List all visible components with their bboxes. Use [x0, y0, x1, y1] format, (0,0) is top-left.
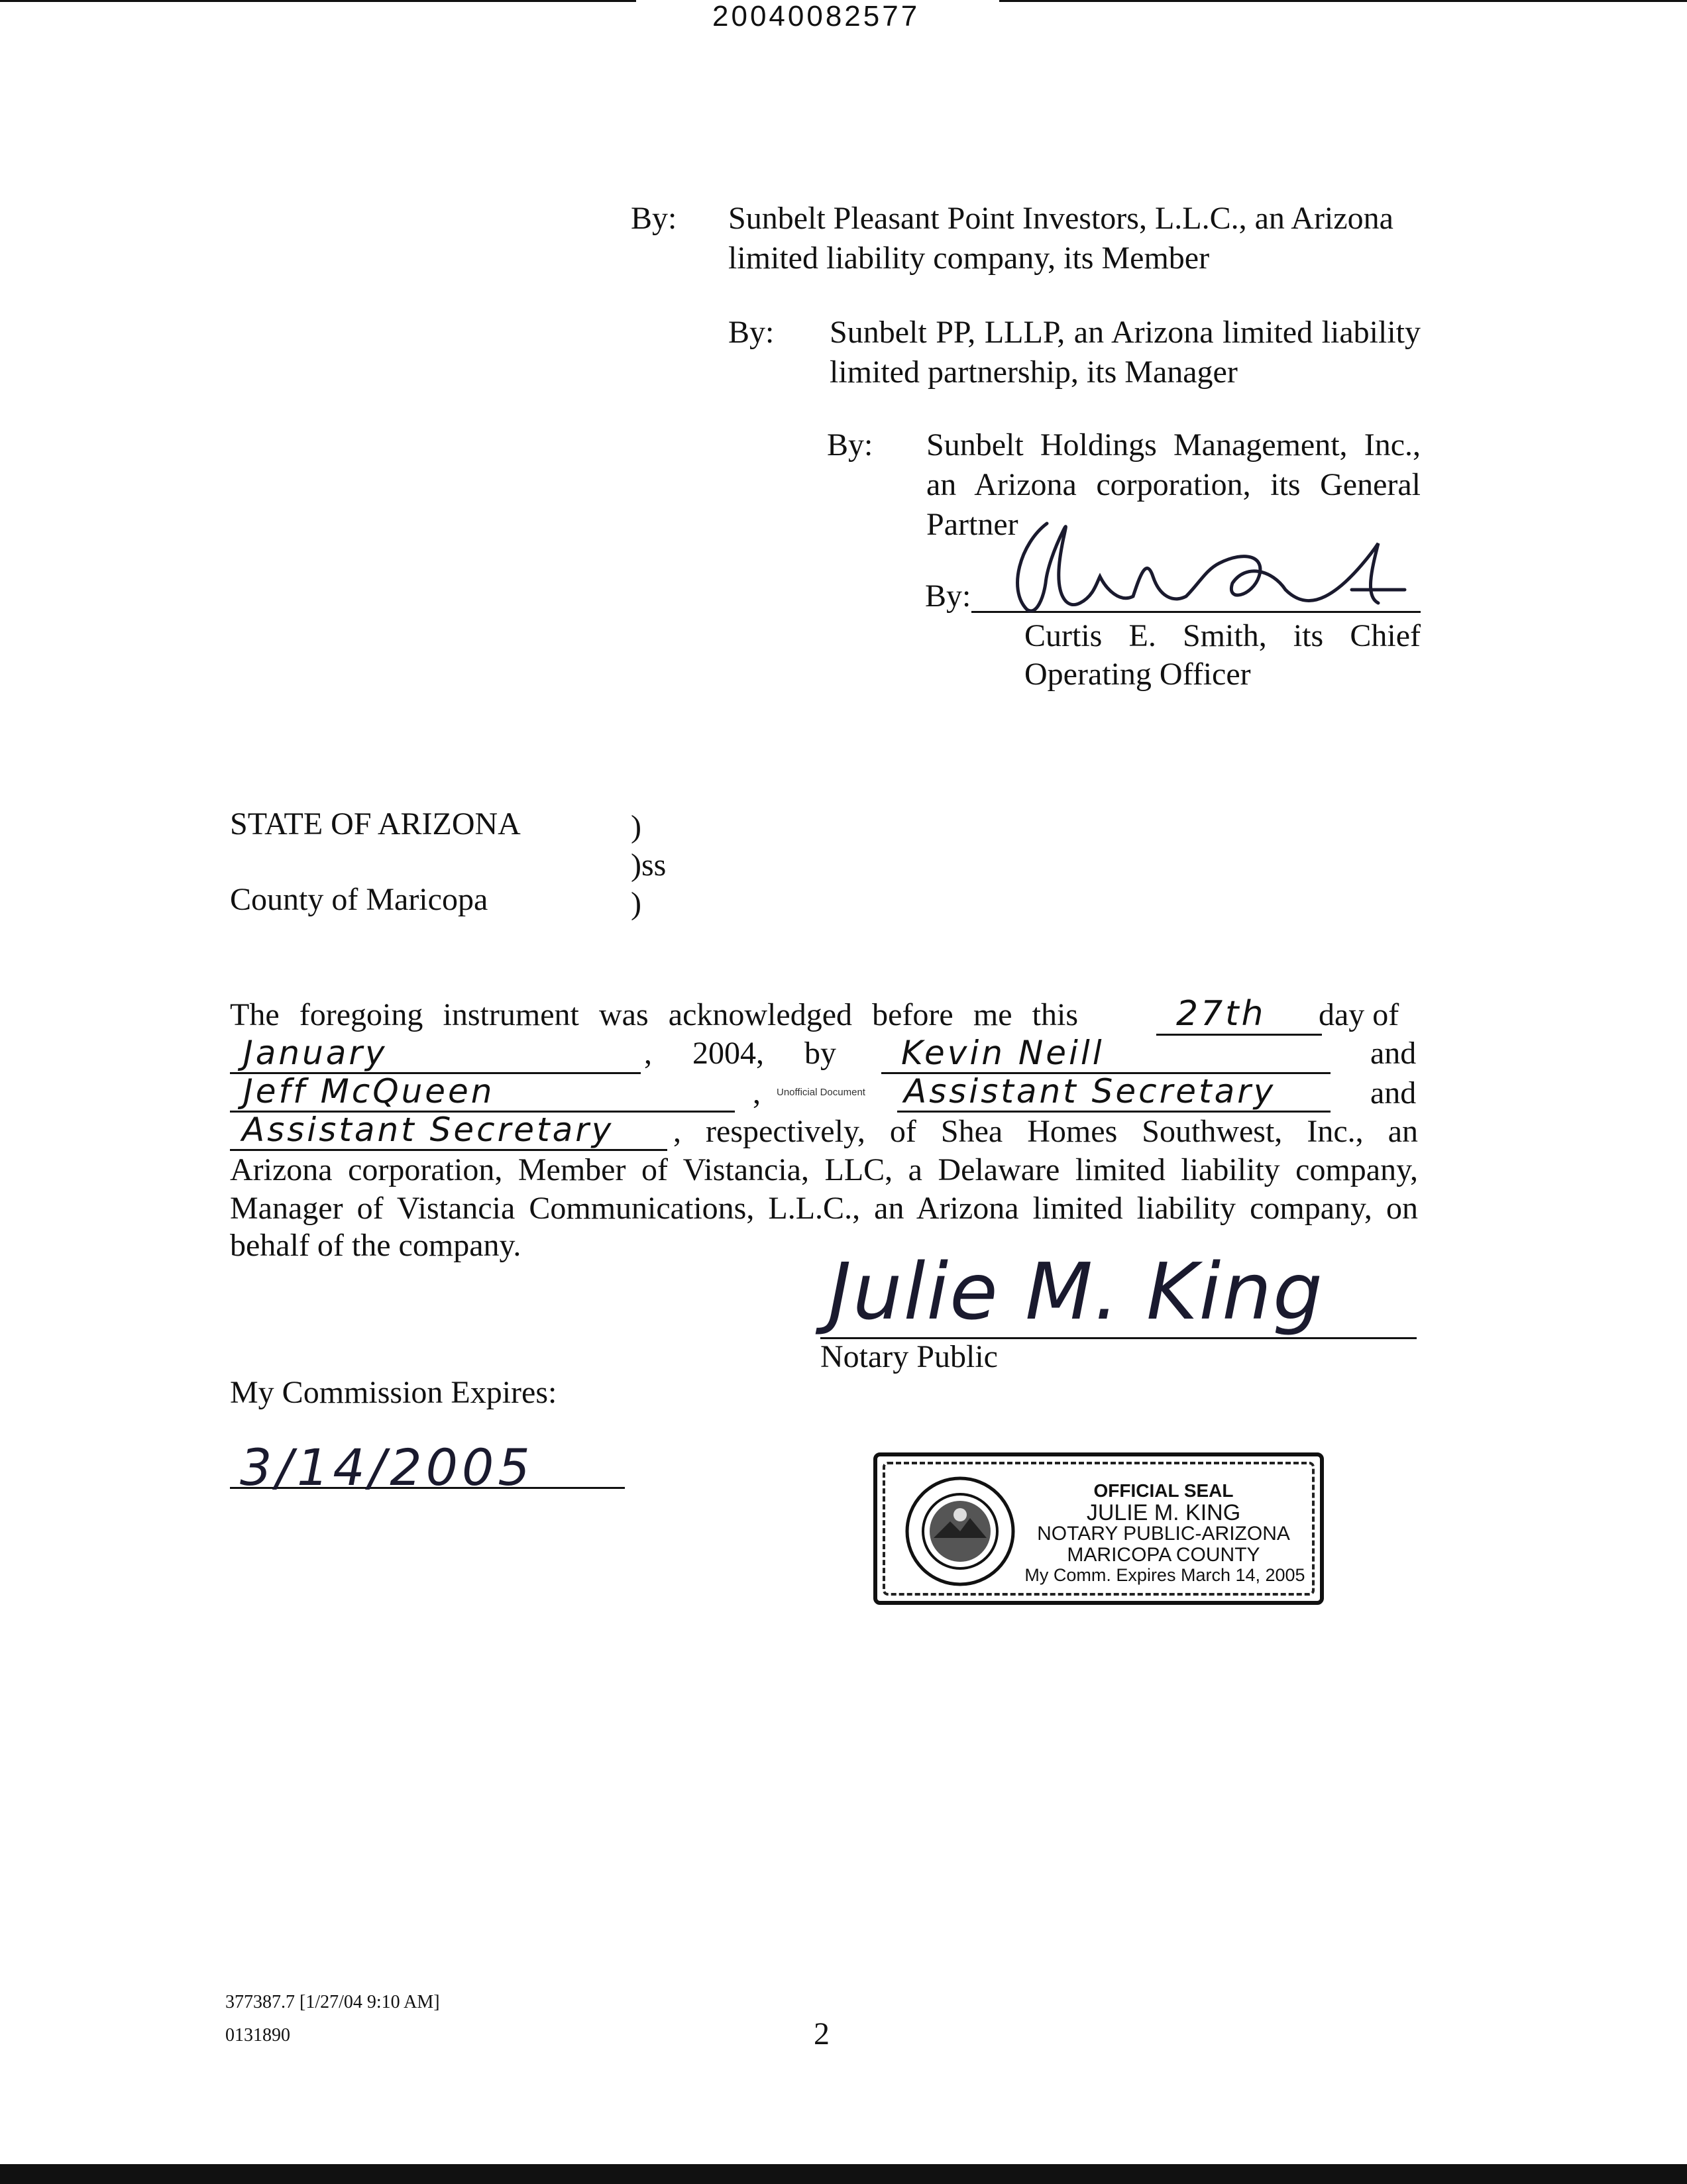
venue-county: County of Maricopa	[230, 882, 488, 917]
signer-signature	[981, 504, 1418, 623]
page-number: 2	[814, 2016, 830, 2051]
seal-line-4: MARICOPA COUNTY	[1067, 1544, 1260, 1566]
ack-line-4-suffix: , respectively, of Shea Homes Southwest, Inc., an	[673, 1114, 1418, 1149]
ack-line-6: Manager of Vistancia Communications, L.L.C., an Arizona limited liability company, on	[230, 1191, 1418, 1226]
bottom-scan-border	[0, 2164, 1687, 2184]
seal-line-1: OFFICIAL SEAL	[1093, 1480, 1234, 1501]
arizona-state-seal-icon	[904, 1475, 1016, 1588]
signature-level-3: Sunbelt Holdings Management, Inc., an Arizona corporation, its General Partner	[926, 427, 1421, 542]
ack-day-field: 27th	[1156, 999, 1322, 1036]
by-label-2: By:	[728, 315, 775, 350]
venue-paren-1: )	[631, 809, 641, 844]
top-rule-left	[0, 0, 636, 2]
commission-date: 3/14/2005	[240, 1438, 534, 1497]
ack-and-2: and	[1370, 1075, 1417, 1111]
ack-and-1: and	[1370, 1036, 1417, 1071]
commission-label: My Commission Expires:	[230, 1375, 557, 1410]
signer-caption-1: Curtis E. Smith, its Chief	[1024, 618, 1421, 653]
unofficial-document-mark: Unofficial Document	[777, 1087, 865, 1098]
by-label-3: By:	[827, 427, 873, 463]
signer-caption-2: Operating Officer	[1024, 657, 1251, 692]
venue-ss: )ss	[631, 847, 667, 883]
ack-name-2-field: Jeff McQueen	[230, 1076, 735, 1113]
top-rule-right	[999, 0, 1687, 2]
ack-year-by: , 2004, by	[644, 1036, 836, 1071]
venue-state: STATE OF ARIZONA	[230, 806, 521, 842]
signer-by-label: By:	[925, 578, 971, 614]
ack-month-field: January	[230, 1038, 641, 1074]
seal-line-2: JULIE M. KING	[1086, 1500, 1241, 1525]
notary-seal	[873, 1452, 1324, 1605]
seal-line-3: NOTARY PUBLIC-ARIZONA	[1037, 1523, 1290, 1545]
ack-name-1-field: Kevin Neill	[881, 1038, 1331, 1074]
by-label-1: By:	[631, 201, 677, 236]
ack-line-5: Arizona corporation, Member of Vistancia, LLC, a Delaware limited liability company,	[230, 1152, 1418, 1187]
ack-line-7: behalf of the company.	[230, 1228, 521, 1263]
ack-line-1-suffix: day of	[1319, 997, 1399, 1032]
ack-line-1-prefix: The foregoing instrument was acknowledged before me this	[230, 997, 1078, 1032]
seal-line-5: My Comm. Expires March 14, 2005	[1024, 1565, 1305, 1585]
notary-signature: Julie M. King	[828, 1246, 1324, 1337]
venue-paren-3: )	[631, 886, 641, 921]
signature-level-1: Sunbelt Pleasant Point Investors, L.L.C., an Arizona limited liability company, its Member	[728, 201, 1393, 276]
ack-title-1-field: Assistant Secretary	[897, 1076, 1331, 1113]
notary-label: Notary Public	[820, 1339, 998, 1374]
footer-doc-id: 377387.7 [1/27/04 9:10 AM]	[225, 1992, 440, 2012]
ack-title-2-field: Assistant Secretary	[230, 1115, 667, 1151]
signature-level-2: Sunbelt PP, LLLP, an Arizona limited liability limited partnership, its Manager	[830, 315, 1421, 390]
ack-comma: ,	[753, 1075, 761, 1111]
recording-number: 20040082577	[712, 0, 920, 32]
footer-matter-no: 0131890	[225, 2025, 290, 2046]
